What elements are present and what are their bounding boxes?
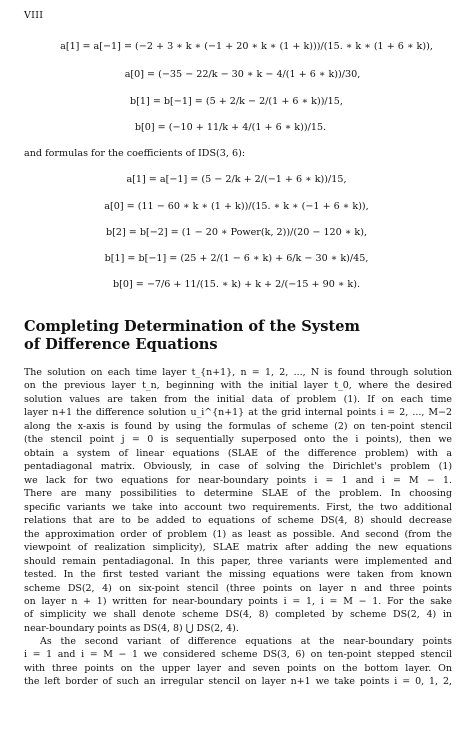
paragraph-line: As the second variant of difference equations at the near-boundary points [40, 636, 452, 647]
paragraph-line: the left border of such an irregular stencil on layer n+1 we take points i = 0, 1, 2, [24, 676, 452, 688]
section-heading-line-1: Completing Determination of the System [24, 318, 360, 335]
equation-ids-b2: b[2] = b[−2] = (1 − 20 ∗ Power(k, 2))/(20 − 120 ∗ k), [105, 227, 367, 238]
page-number: VIII [24, 10, 44, 21]
equation-ids-b1: b[1] = b[−1] = (25 + 2/(1 − 6 ∗ k) + 6/k − 30 ∗ k)/45, [104, 253, 369, 264]
equation-ids-a0: a[0] = (11 − 60 ∗ k ∗ (1 + k))/(15. ∗ k ∗ (−1 + 6 ∗ k)), [104, 201, 369, 212]
equation-b1: b[1] = b[−1] = (5 + 2/k − 2/(1 + 6 ∗ k))/15, [130, 96, 343, 107]
paragraph-line: tested. In the first tested variant the missing equations were taken from known [24, 569, 452, 581]
intro-text: and formulas for the coefficients of IDS(3, 6): [24, 148, 246, 159]
paragraph-line: viewpoint of realization simplicity), SLAE matrix after adding the new equations [24, 542, 452, 554]
paragraph-line: near-boundary points as DS(4, 8) ⋃ DS(2, 4). [24, 622, 239, 634]
paragraph-line: along the x-axis is found by using the formulas of scheme (2) on ten-point stencil [24, 420, 452, 432]
paragraph-line: relations that are to be added to equations of scheme DS(4, 8) should decrease [24, 515, 452, 527]
equation-ids-b0: b[0] = −7/6 + 11/(15. ∗ k) + k + 2/(−15 + 90 ∗ k). [112, 279, 361, 290]
equation-a1: a[1] = a[−1] = (−2 + 3 ∗ k ∗ (−1 + 20 ∗ k ∗ (1 + k)))/(15. ∗ k ∗ (1 + 6 ∗ k)), [60, 41, 433, 52]
paragraph-line: i = 1 and i = M − 1 we considered scheme DS(3, 6) on ten-point stepped stencil [24, 649, 452, 661]
paragraph-line: solution values are taken from the initial data of problem (1). If on each time [24, 393, 452, 405]
paragraph-1 [24, 366, 452, 635]
equation-b0: b[0] = (−10 + 11/k + 4/(1 + 6 ∗ k))/15. [134, 122, 327, 133]
paragraph-line: on the previous layer t_n, beginning with the initial layer t_0, where the desired [24, 380, 452, 392]
equation-a0: a[0] = (−35 − 22/k − 30 ∗ k − 4/(1 + 6 ∗ k))/30, [124, 69, 361, 80]
paragraph-line: scheme DS(2, 4) on six-point stencil (three points on layer n and three points [24, 582, 452, 594]
paragraph-line: of simplicity we shall denote scheme DS(4, 8) completed by scheme DS(2, 4) in [24, 609, 452, 621]
section-heading [24, 318, 360, 354]
paragraph-line: specific variants we take into account two requirements. First, the two additional [24, 501, 452, 513]
paragraph-line: obtain a system of linear equations (SLAE of the difference problem) with a [24, 447, 452, 459]
paragraph-line: with three points on the upper layer and seven points on the bottom layer. On [24, 662, 452, 674]
paragraph-line: the approximation order of problem (1) as least as possible. And second (from the [24, 528, 452, 540]
paragraph-line: There are many possibilities to determine SLAE of the problem. In choosing [24, 488, 452, 500]
paragraph-line: layer n+1 the difference solution u_i^{n+1} at the grid internal points i = 2, ..., M−2 [24, 407, 452, 419]
equation-ids-a1: a[1] = a[−1] = (5 − 2/k + 2/(−1 + 6 ∗ k))/15, [126, 174, 347, 185]
paragraph-line: (the stencil point j = 0 is sequentially superposed onto the i points), then we [24, 434, 452, 446]
section-heading-line-2: of Difference Equations [24, 336, 218, 353]
paragraph-line: should remain pentadiagonal. In this paper, three variants were implemented and [24, 555, 452, 567]
paragraph-line: The solution on each time layer t_{n+1}, n = 1, 2, ..., N is found through solution [24, 367, 452, 378]
paragraph-2 [24, 635, 452, 689]
paragraph-line: we lack for two equations for near-boundary points i = 1 and i = M − 1. [24, 474, 452, 486]
paragraph-line: pentadiagonal matrix. Obviously, in case of solving the Dirichlet's problem (1) [24, 461, 452, 473]
paragraph-line: on layer n + 1) written for near-boundary points i = 1, i = M − 1. For the sake [24, 595, 452, 607]
